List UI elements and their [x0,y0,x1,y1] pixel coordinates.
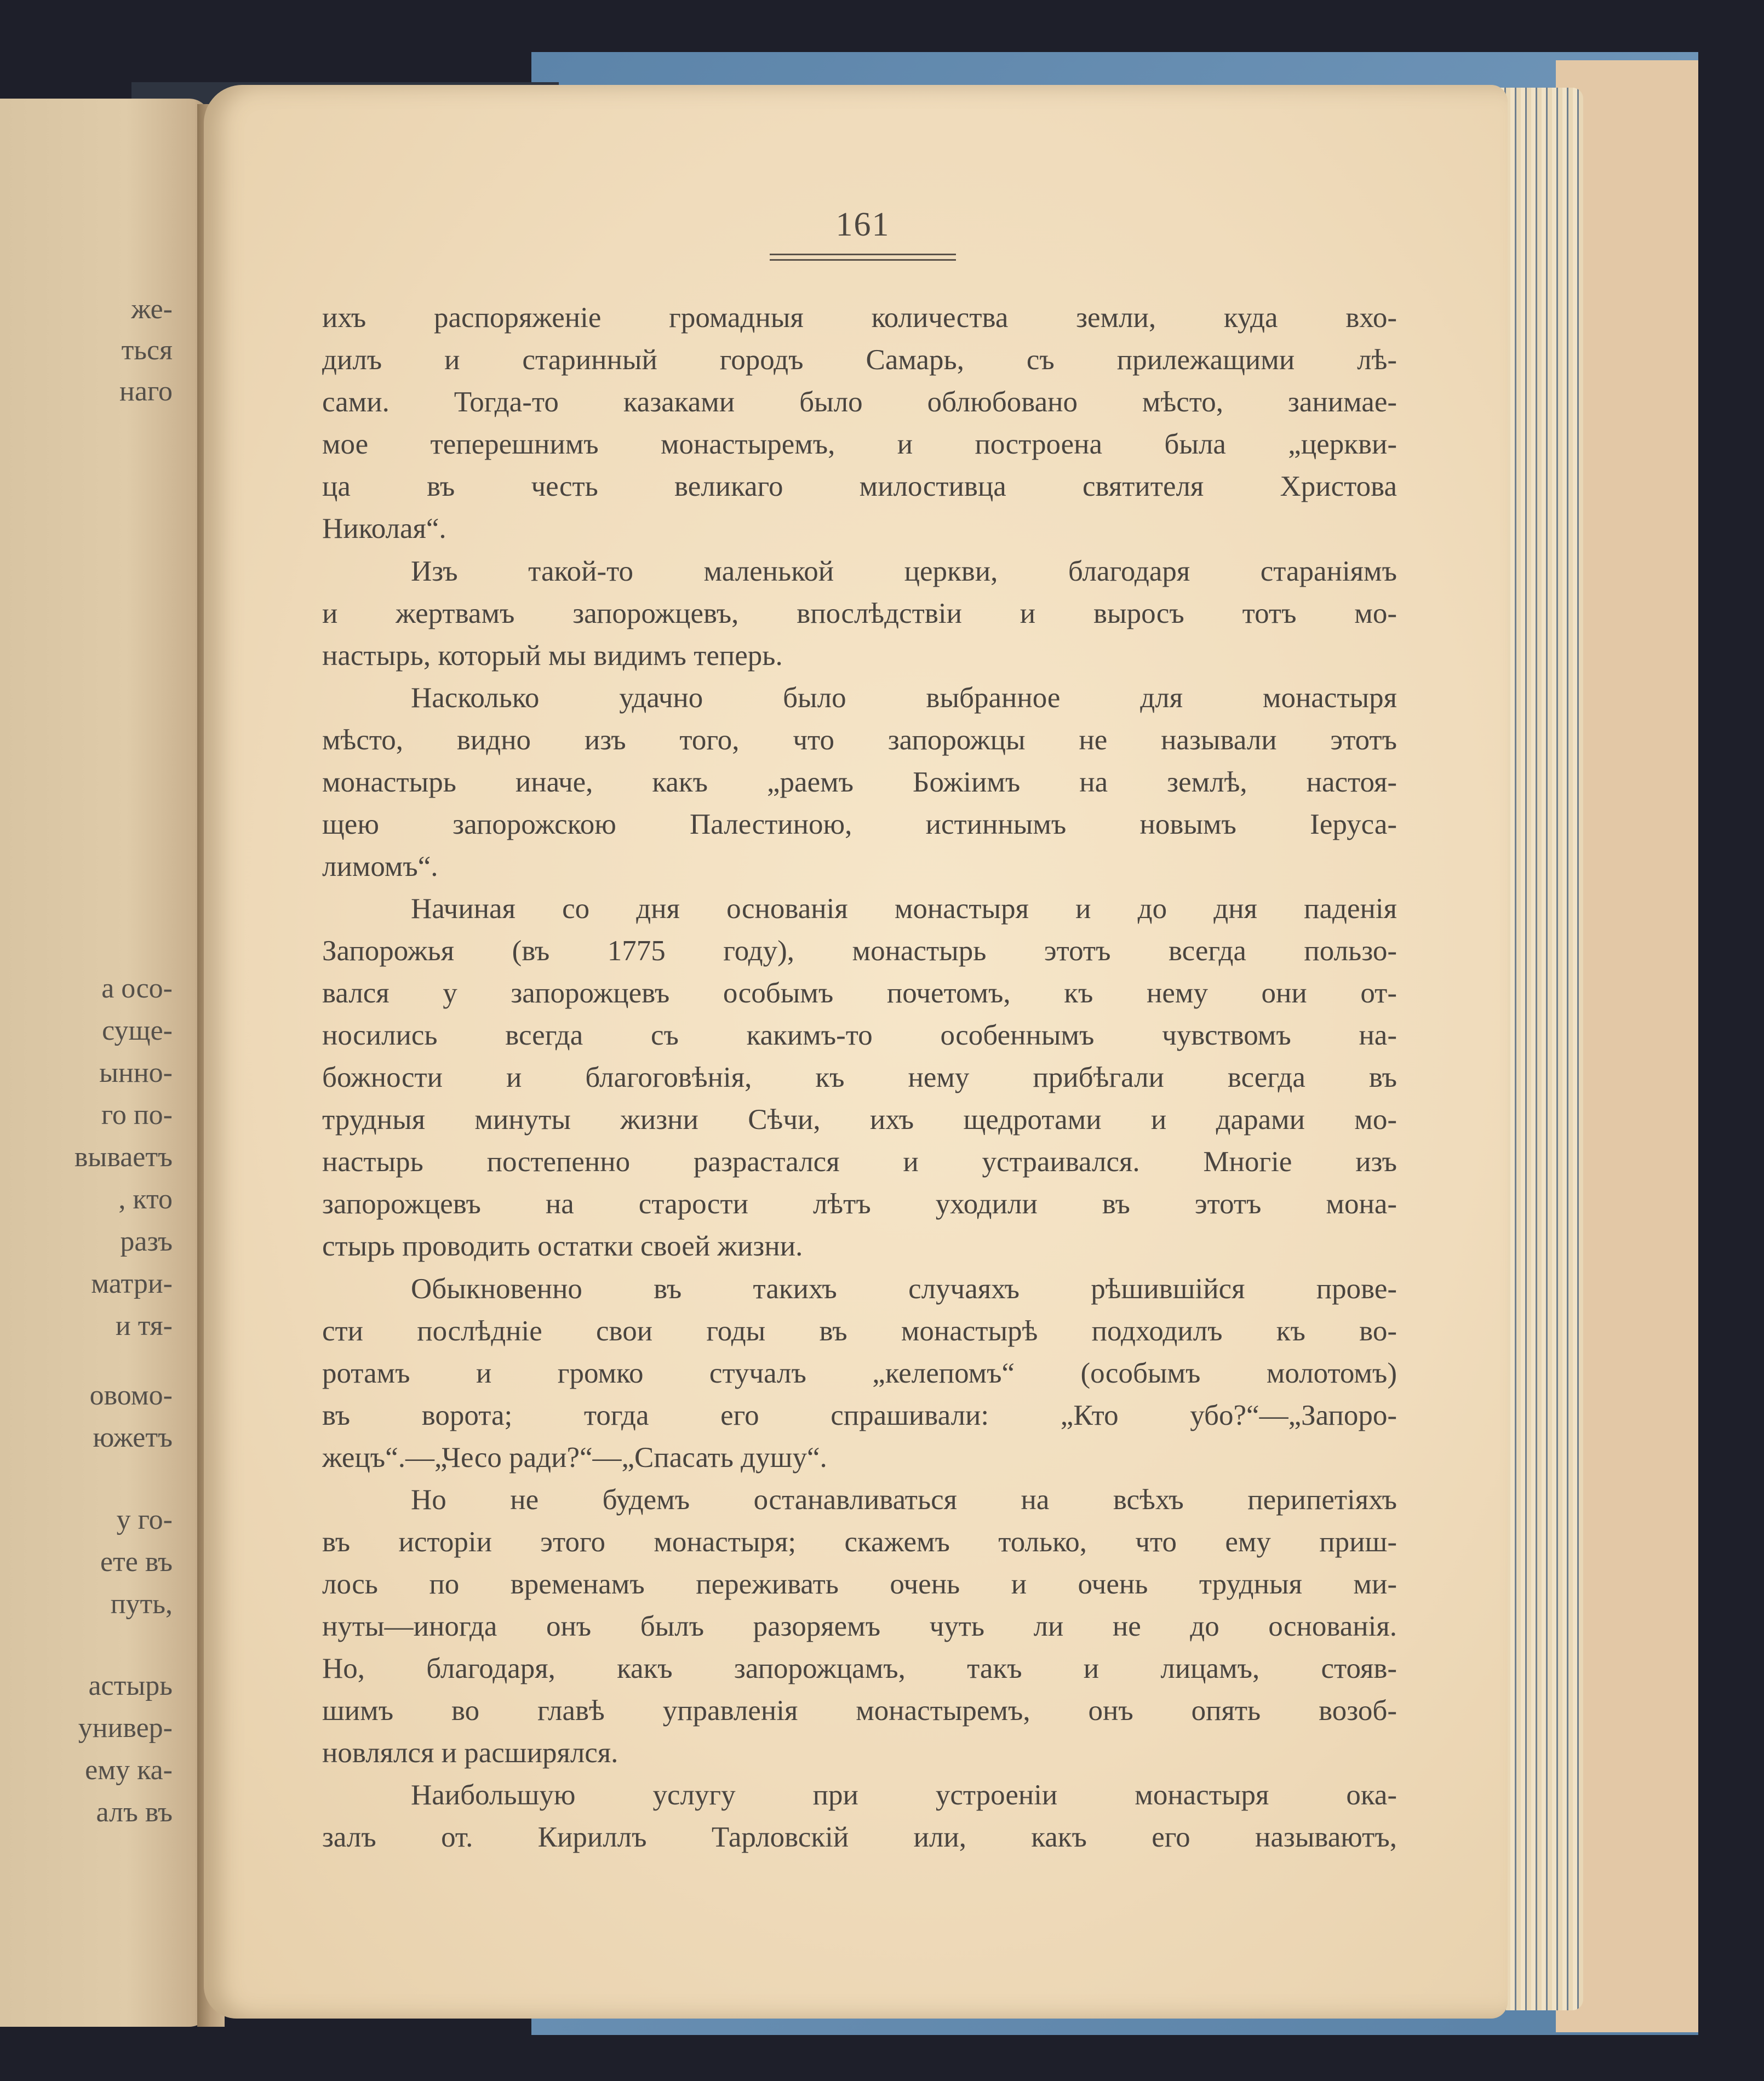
left-page-fragment: разъ [120,1226,173,1257]
text-line: Наибольшую услугу при устроеніи монастыря ока- [411,1779,1397,1811]
left-page-fragment: вываетъ [74,1142,173,1173]
left-page-fragment: южетъ [93,1422,173,1453]
text-line: залъ от. Кириллъ Тарловскій или, какъ его называютъ, [322,1821,1397,1853]
left-page-fragment: у го- [116,1504,173,1535]
left-page-fragment: суще- [102,1015,173,1046]
text-line: Изъ такой-то маленькой церкви, благодаря стараніямъ [411,555,1397,587]
text-line: вался у запорожцевъ особымъ почетомъ, къ нему они от- [322,977,1397,1009]
text-line: трудныя минуты жизни Сѣчи, ихъ щедротами и дарами мо- [322,1104,1397,1136]
text-line: лимомъ“. [322,851,438,882]
left-page-fragment: универ- [78,1712,173,1744]
text-line: настырь постепенно разрастался и устраивался. Многіе изъ [322,1146,1397,1178]
text-line: носились всегда съ какимъ-то особеннымъ чувствомъ на- [322,1019,1397,1051]
text-line: Запорожья (въ 1775 году), монастырь этотъ всегда пользо- [322,935,1397,967]
text-line: ихъ распоряженіе громадныя количества земли, куда вхо- [322,302,1397,334]
text-line: сти послѣдніе свои годы въ монастырѣ подходилъ къ во- [322,1315,1397,1347]
text-line: сами. Тогда-то казаками было облюбовано мѣсто, занимае- [322,386,1397,418]
text-line: шимъ во главѣ управленія монастыремъ, онъ опять возоб- [322,1695,1397,1727]
text-line: щею запорожскою Палестиною, истиннымъ новымъ Іеруса- [322,809,1397,840]
left-page-fragment: ться [121,335,173,366]
text-line: въ исторіи этого монастыря; скажемъ только, что ему приш- [322,1526,1397,1558]
left-page-fragment: а осо- [101,973,173,1004]
left-page-fragment: алъ въ [96,1797,173,1828]
text-line: нуты—иногда онъ былъ разоряемъ чуть ли не до основанія. [322,1610,1397,1642]
text-line: Начиная со дня основанія монастыря и до дня паденія [411,893,1397,925]
text-line: жецъ“.—„Чесо ради?“—„Спасать душу“. [322,1442,827,1474]
left-page-fragment: же- [131,294,173,325]
text-line: настырь, который мы видимъ теперь. [322,640,783,672]
text-line: ротамъ и громко стучалъ „келепомъ“ (особымъ молотомъ) [322,1357,1397,1389]
left-page-fragment: овомо- [89,1380,173,1411]
text-line: дилъ и старинный городъ Самарь, съ прилежащими лѣ- [322,344,1397,376]
text-line: Но не будемъ останавливаться на всѣхъ перипетіяхъ [411,1484,1397,1516]
text-line: ца въ честь великаго милостивца святителя Христова [322,471,1397,502]
text-line: Обыкновенно въ такихъ случаяхъ рѣшившійся прове- [411,1273,1397,1305]
text-line: лось по временамъ переживать очень и очень трудныя ми- [322,1568,1397,1600]
left-page-fragment: матри- [91,1268,173,1299]
text-line: въ ворота; тогда его спрашивали: „Кто убо?“—„Запоро- [322,1400,1397,1431]
text-line: Но, благодаря, какъ запорожцамъ, такъ и лицамъ, стояв- [322,1653,1397,1684]
text-line: монастырь иначе, какъ „раемъ Божіимъ на землѣ, настоя- [322,766,1397,798]
page-number: 161 [835,206,890,243]
left-page-fragment: , кто [118,1184,173,1215]
text-line: божности и благоговѣнія, къ нему прибѣгали всегда въ [322,1062,1397,1093]
text-line: стырь проводить остатки своей жизни. [322,1230,803,1262]
left-page-fragment: и тя- [115,1310,173,1342]
left-page-fragment: го по- [101,1099,173,1131]
text-line: мое теперешнимъ монастыремъ, и построена была „церкви- [322,428,1397,460]
left-page-fragment: ете въ [100,1546,173,1578]
text-line: новлялся и расширялся. [322,1737,618,1769]
left-page-fragment: астырь [88,1670,173,1701]
left-page-fragment: путь, [110,1589,173,1620]
left-page-fragment: наго [119,376,173,407]
left-page [0,99,211,2027]
left-page-fragment: ынно- [99,1057,173,1088]
header-rule [770,259,956,261]
text-line: Николая“. [322,513,446,544]
text-line: и жертвамъ запорожцевъ, впослѣдствіи и выросъ тотъ мо- [322,598,1397,629]
text-line: запорожцевъ на старости лѣтъ уходили въ этотъ мона- [322,1188,1397,1220]
text-line: мѣсто, видно изъ того, что запорожцы не называли этотъ [322,724,1397,756]
text-line: Насколько удачно было выбранное для монастыря [411,682,1397,714]
header-rule [770,254,956,255]
left-page-fragment: ему ка- [85,1755,173,1786]
